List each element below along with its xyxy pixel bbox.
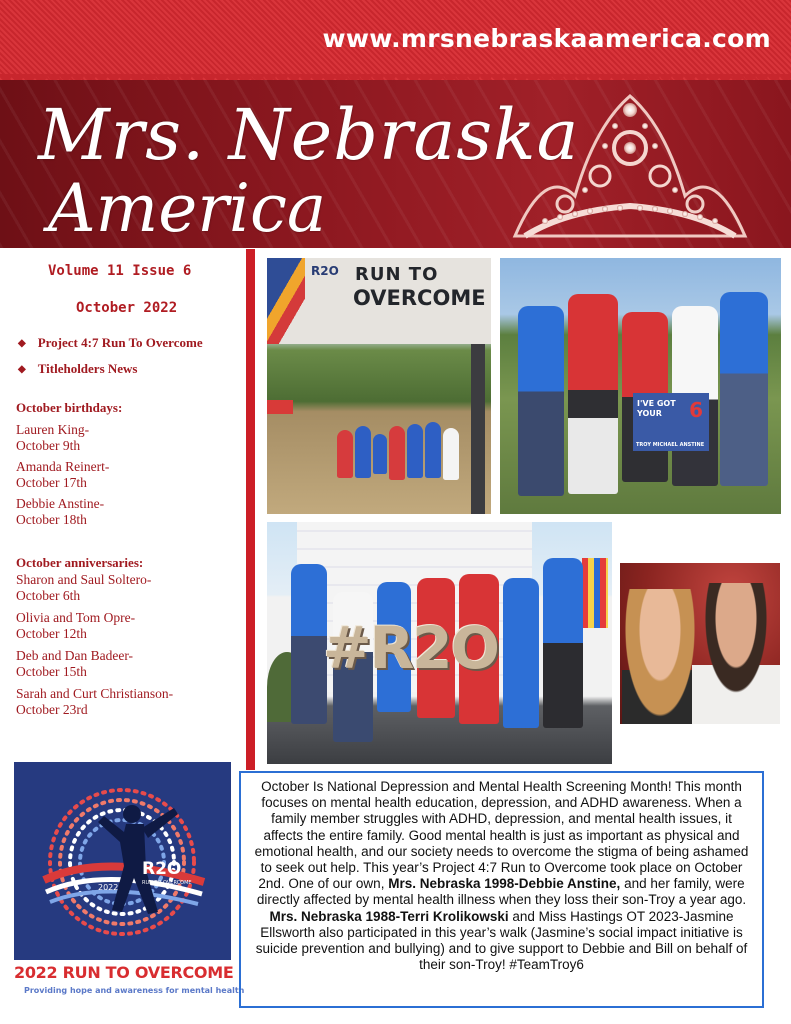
anniversaries-heading: October anniversaries: bbox=[16, 555, 144, 570]
race-banner bbox=[267, 258, 491, 344]
article-text: and her family, were directly affected by mental health illness when they loss their son-Troy a year ago. bbox=[256, 876, 747, 908]
birthday-date: October 18th bbox=[16, 512, 87, 527]
toc-item-run-to-overcome[interactable] bbox=[18, 330, 203, 356]
toc-item-label: Titleholders News bbox=[37, 361, 138, 376]
birthday-entry bbox=[16, 422, 89, 454]
red-tent bbox=[267, 400, 293, 414]
anniversary-date: October 15th bbox=[16, 664, 87, 679]
person bbox=[518, 306, 564, 496]
person bbox=[720, 292, 768, 486]
article-text: October Is National Depression and Mental Health Screening Month! This month focuses on mental health education, depression, and ADHD awareness. When a family member struggles with ADHD, depression, and mental health issues, it affects the entire family. Good mental health is just as important as physical and emotional health, and our society needs to overcome the stigma of being ashamed to seek out help. This year’s Project 4:7 Run to Overcome took place on October 2nd. One of our own, bbox=[254, 779, 749, 892]
person-woman bbox=[622, 589, 698, 724]
birthday-name: Lauren King- bbox=[16, 422, 90, 437]
birthday-name: Debbie Anstine- bbox=[16, 496, 105, 511]
tiara-icon bbox=[505, 86, 755, 246]
column-divider bbox=[246, 249, 255, 770]
anniversary-date: October 12th bbox=[16, 626, 87, 641]
issue-number: Volume 11 Issue 6 bbox=[48, 263, 192, 279]
run-to-overcome-logo bbox=[14, 762, 231, 960]
person bbox=[389, 426, 405, 480]
top-bar bbox=[0, 0, 791, 80]
sign-text-line-1: I'VE GOT bbox=[637, 399, 676, 408]
logo-mark: R2O bbox=[142, 859, 182, 879]
sign-name: TROY MICHAEL ANSTINE bbox=[636, 442, 705, 448]
sign-number: 6 bbox=[689, 398, 703, 422]
birthdays-heading: October birthdays: bbox=[16, 400, 123, 415]
diamond-bullet-icon: ◆ bbox=[18, 363, 26, 375]
person-man bbox=[692, 583, 780, 724]
anniversary-name: Deb and Dan Badeer- bbox=[16, 648, 134, 663]
birthday-date: October 9th bbox=[16, 438, 81, 453]
banner-logo: R2O bbox=[311, 264, 339, 278]
yard-sign bbox=[633, 393, 709, 451]
sign-text-line-2: YOUR bbox=[637, 409, 662, 418]
article-box bbox=[239, 771, 764, 1008]
person bbox=[337, 430, 353, 478]
article-highlight-name: Mrs. Nebraska 1988-Terri Krolikowski bbox=[269, 908, 509, 924]
anniversary-date: October 6th bbox=[16, 588, 81, 603]
diamond-bullet-icon: ◆ bbox=[18, 337, 26, 349]
banner-text-line-1: RUN TO bbox=[355, 264, 439, 285]
newsletter-title bbox=[38, 94, 580, 247]
runner-icon bbox=[14, 762, 231, 960]
person bbox=[425, 422, 441, 478]
birthday-name: Amanda Reinert- bbox=[16, 459, 110, 474]
sidebar bbox=[0, 249, 246, 759]
anniversary-entry bbox=[16, 648, 133, 680]
banner-graphic bbox=[267, 258, 305, 344]
anniversary-name: Sarah and Curt Christianson- bbox=[16, 686, 174, 701]
person bbox=[543, 558, 583, 728]
logo-year: 2022 bbox=[98, 883, 119, 892]
birthday-entry bbox=[16, 496, 104, 528]
hashtag-letters: #R2O bbox=[323, 614, 498, 682]
toc-item-titleholders-news[interactable] bbox=[18, 356, 203, 382]
website-url[interactable]: www.mrsnebraskaamerica.com bbox=[322, 24, 771, 53]
anniversary-entry bbox=[16, 572, 151, 604]
banner-text-line-2: OVERCOME bbox=[353, 286, 486, 310]
toc-item-label: Project 4:7 Run To Overcome bbox=[37, 335, 203, 350]
birthday-date: October 17th bbox=[16, 475, 87, 490]
person bbox=[443, 428, 459, 480]
anniversary-name: Olivia and Tom Opre- bbox=[16, 610, 136, 625]
title-line-1: Mrs. Nebraska bbox=[38, 94, 580, 176]
person bbox=[373, 434, 387, 474]
title-line-2: America bbox=[48, 170, 327, 247]
article-highlight-name: Mrs. Nebraska 1998-Debbie Anstine, bbox=[388, 876, 621, 892]
issue-date: October 2022 bbox=[76, 300, 178, 316]
article-text: and Miss Hastings OT 2023-Jasmine Ellsworth also participated in this year’s walk (Jasmine’s social impact initiative is suicide prevention and bullying) and to give support to Debbie and Bill on behalf of their son-Troy! #TeamTroy6 bbox=[255, 908, 748, 973]
photo-mother-son[interactable] bbox=[620, 563, 780, 724]
person bbox=[355, 426, 371, 478]
arch-pole bbox=[471, 344, 485, 514]
bounce-house bbox=[582, 558, 608, 628]
birthday-entry bbox=[16, 459, 109, 491]
table-of-contents bbox=[18, 330, 203, 382]
anniversary-entry bbox=[16, 686, 173, 718]
photo-r2o-letters[interactable] bbox=[267, 522, 612, 764]
anniversary-entry bbox=[16, 610, 135, 642]
anniversary-date: October 23rd bbox=[16, 702, 88, 717]
logo-tagline: Providing hope and awareness for mental health bbox=[24, 986, 245, 995]
logo-sub: RUN TO OVERCOME bbox=[142, 880, 192, 886]
logo-caption: 2022 RUN TO OVERCOME bbox=[14, 963, 234, 982]
photo-run-to-overcome-arch[interactable] bbox=[267, 258, 491, 514]
person bbox=[291, 564, 327, 724]
person bbox=[503, 578, 539, 728]
anniversary-name: Sharon and Saul Soltero- bbox=[16, 572, 152, 587]
person bbox=[568, 294, 618, 494]
person bbox=[407, 424, 423, 478]
photo-family-group[interactable] bbox=[500, 258, 781, 514]
